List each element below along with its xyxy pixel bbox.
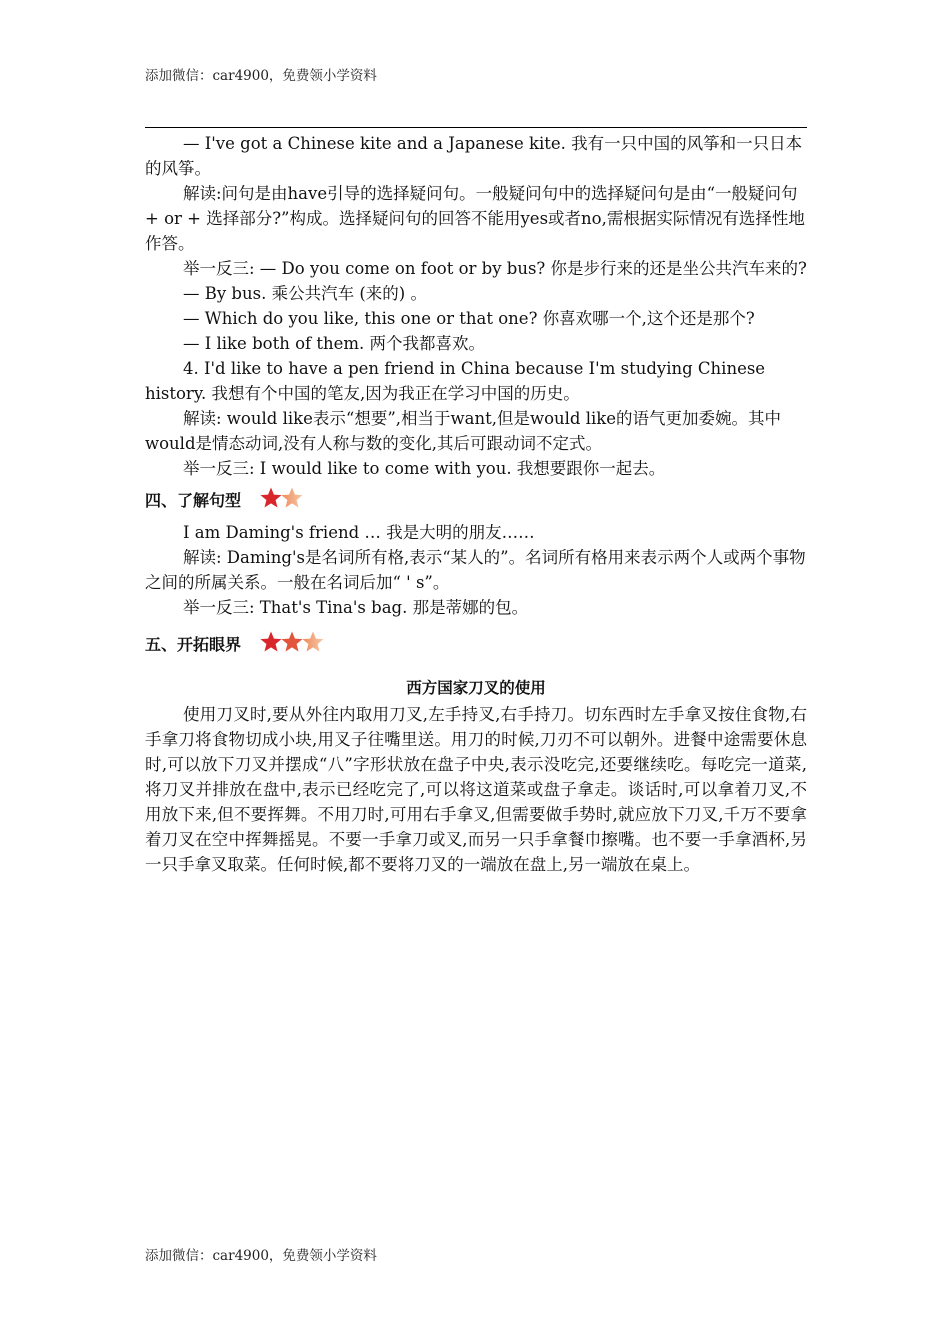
article-body: 使用刀叉时,要从外往内取用刀叉,左手持叉,右手持刀。切东西时左手拿叉按住食物,右手拿刀将食物切成小块,用叉子往嘴里送。用刀的时候,刀刃不可以朝外。进餐中途需要休息时,可以放下刀叉并摆成“八”字形状放在盘子中央,表示没吃完,还要继续吃。每吃完一道菜,将刀叉并排放在盘中,表示已经吃完了,可以将这道菜或盘子拿走。谈话时,可以拿着刀叉,不用放下来,但不要挥舞。不用刀时,可用右手拿叉,但需要做手势时,就应放下刀叉,千万不要拿着刀叉在空中挥舞摇晃。不要一手拿刀或叉,而另一只手拿餐巾擦嘴。也不要一手拿酒杯,另一只手拿叉取菜。任何时候,都不要将刀叉的一端放在盘上,另一端放在桌上。 bbox=[145, 705, 807, 874]
paragraph: I am Daming's friend … 我是大明的朋友…… bbox=[183, 523, 535, 542]
star-icon bbox=[301, 630, 325, 654]
article-title: 西方国家刀叉的使用 bbox=[406, 679, 546, 697]
section-title: 四、了解句型 bbox=[145, 491, 242, 510]
paragraph: — I like both of them. 两个我都喜欢。 bbox=[183, 334, 486, 353]
section-heading-4 bbox=[145, 484, 807, 516]
paragraph: 4. I'd like to have a pen friend in China because I'm studying Chinese history. 我想有个中国的笔友,因为我正在学习中国的历史。 bbox=[145, 359, 766, 403]
difficulty-stars bbox=[259, 625, 322, 659]
paragraph: — Which do you like, this one or that one? 你喜欢哪一个,这个还是那个? bbox=[183, 309, 755, 328]
section-title: 五、开拓眼界 bbox=[145, 635, 242, 654]
paragraph: 解读: would like表示“想要”,相当于want,但是would like的语气更加委婉。其中would是情态动词,没有人称与数的变化,其后可跟动词不定式。 bbox=[145, 409, 782, 453]
section-heading-5 bbox=[145, 628, 807, 660]
paragraph: 解读: Daming's是名词所有格,表示“某人的”。名词所有格用来表示两个人或两个事物之间的所属关系。一般在名词后加“ ' s”。 bbox=[145, 548, 806, 592]
footer-watermark: 添加微信：car4900，免费领小学资料 bbox=[145, 1248, 377, 1264]
star-icon bbox=[280, 486, 304, 510]
paragraph: 举一反三: — Do you come on foot or by bus? 你是步行来的还是坐公共汽车来的? bbox=[183, 259, 807, 278]
difficulty-stars bbox=[259, 481, 301, 515]
paragraph: 举一反三: I would like to come with you. 我想要跟你一起去。 bbox=[183, 459, 666, 478]
paragraph: 举一反三: That's Tina's bag. 那是蒂娜的包。 bbox=[183, 598, 529, 617]
header-watermark: 添加微信：car4900，免费领小学资料 bbox=[145, 68, 377, 84]
paragraph: — I've got a Chinese kite and a Japanese kite. 我有一只中国的风筝和一只日本的风筝。 bbox=[145, 134, 803, 178]
document-content bbox=[145, 131, 807, 877]
paragraph: 解读:问句是由have引导的选择疑问句。一般疑问句中的选择疑问句是由“一般疑问句 + or + 选择部分?”构成。选择疑问句的回答不能用yes或者no,需根据实际情况有选择性地作答。 bbox=[145, 184, 805, 253]
paragraph: — By bus. 乘公共汽车 (来的) 。 bbox=[183, 284, 427, 303]
header-divider bbox=[145, 127, 807, 128]
